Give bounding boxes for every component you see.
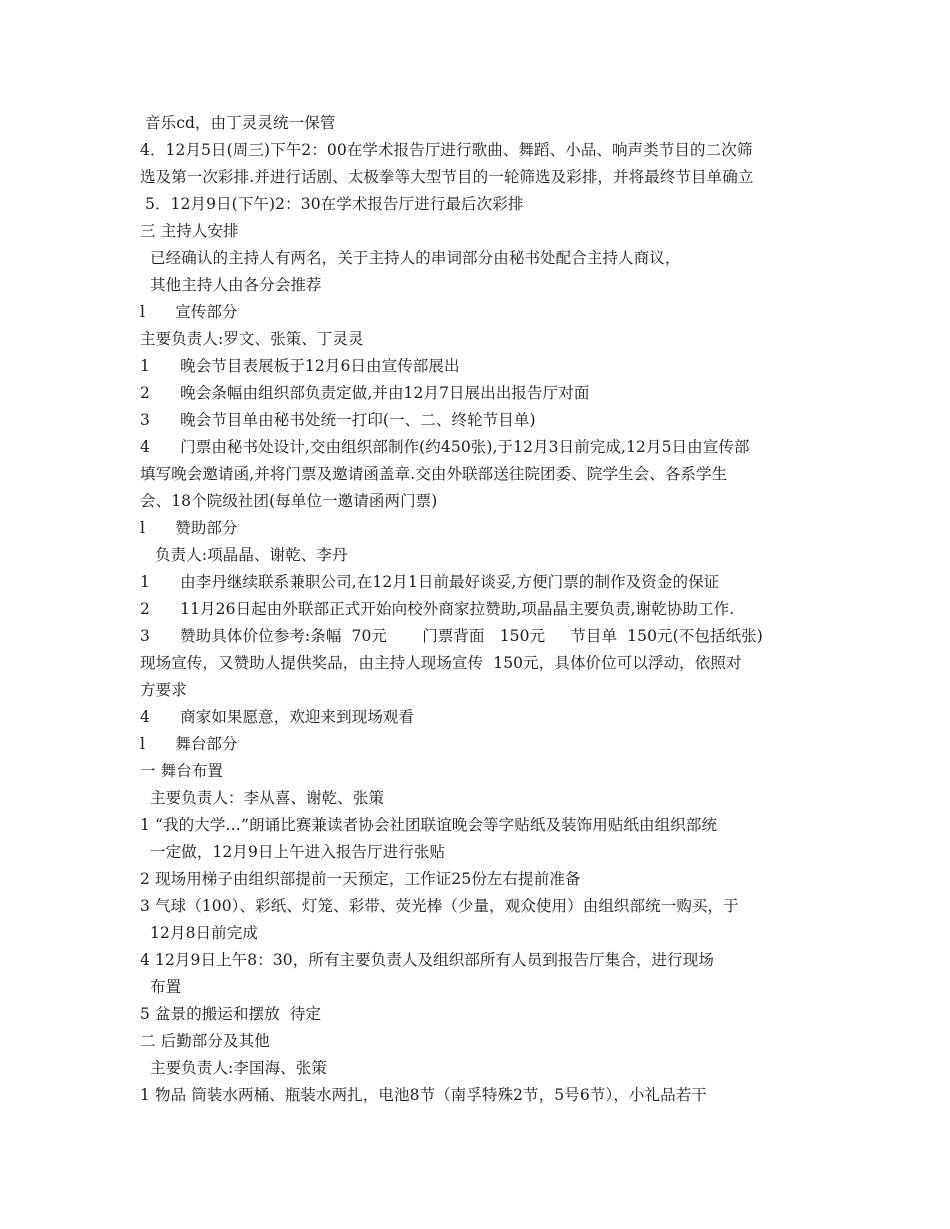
list-item: 3 赞助具体价位参考:条幅 70元 门票背面 150元 节目单 150元(不包括纸张) bbox=[140, 627, 763, 645]
list-item: 2 晚会条幅由组织部负责定做,并由12月7日展出出报告厅对面 bbox=[140, 384, 590, 402]
list-item: 2 现场用梯子由组织部提前一天预定，工作证25份左右提前准备 bbox=[140, 870, 581, 888]
list-item: 4 商家如果愿意，欢迎来到现场观看 bbox=[140, 708, 415, 726]
list-item: 4 12月9日上午8：30，所有主要负责人及组织部所有人员到报告厅集合，进行现场 bbox=[140, 951, 714, 969]
text-line: 主要负责人：李从喜、谢乾、张策 bbox=[140, 789, 385, 807]
list-item: 3 晚会节目单由秘书处统一打印(一、二、终轮节目单) bbox=[140, 411, 536, 429]
section-heading: l 舞台部分 bbox=[140, 735, 238, 753]
text-line: 主要负责人:李国海、张策 bbox=[140, 1059, 327, 1077]
list-item: 1 “我的大学…”朗诵比赛兼读者协会社团联谊晚会等字贴纸及装饰用贴纸由组织部统 bbox=[140, 816, 718, 834]
text-line: 选及第一次彩排.并进行话剧、太极拳等大型节目的一轮筛选及彩排，并将最终节目单确立 bbox=[140, 168, 754, 186]
text-line: 5．12月9日(下午)2：30在学术报告厅进行最后次彩排 bbox=[140, 195, 524, 213]
text-line: 主要负责人:罗文、张策、丁灵灵 bbox=[140, 330, 364, 348]
text-line: 12月8日前完成 bbox=[140, 924, 258, 942]
text-line: 已经确认的主持人有两名，关于主持人的串词部分由秘书处配合主持人商议， bbox=[140, 249, 681, 267]
text-line: 负责人:项晶晶、谢乾、李丹 bbox=[140, 546, 348, 564]
list-item: 1 物品 筒装水两桶、瓶装水两扎，电池8节（南孚特殊2节，5号6节），小礼品若干 bbox=[140, 1086, 707, 1104]
text-line: 填写晚会邀请函,并将门票及邀请函盖章.交由外联部送往院团委、院学生会、各系学生 bbox=[140, 465, 728, 483]
text-line: 音乐cd，由丁灵灵统一保管 bbox=[140, 114, 336, 132]
section-heading: 二 后勤部分及其他 bbox=[140, 1032, 270, 1050]
text-line: 会、18个院级社团(每单位一邀请函两门票) bbox=[140, 492, 438, 510]
section-heading: l 赞助部分 bbox=[140, 519, 238, 537]
text-line: 4．12月5日(周三)下午2：00在学术报告厅进行歌曲、舞蹈、小品、响声类节目的二次筛 bbox=[140, 141, 753, 159]
list-item: 2 11月26日起由外联部正式开始向校外商家拉赞助,项晶晶主要负责,谢乾协助工作. bbox=[140, 600, 735, 618]
section-heading: 三 主持人安排 bbox=[140, 222, 239, 240]
list-item: 5 盆景的搬运和摆放 待定 bbox=[140, 1005, 322, 1023]
text-line: 其他主持人由各分会推荐 bbox=[140, 276, 322, 294]
text-line: 方要求 bbox=[140, 681, 187, 699]
list-item: 4 门票由秘书处设计,交由组织部制作(约450张),于12月3日前完成,12月5日由宣传部 bbox=[140, 438, 750, 456]
section-heading: l 宣传部分 bbox=[140, 303, 238, 321]
list-item: 3 气球（100）、彩纸、灯笼、彩带、荧光棒（少量，观众使用）由组织部统一购买，于 bbox=[140, 897, 739, 915]
text-line: 现场宣传，又赞助人提供奖品，由主持人现场宣传 150元，具体价位可以浮动，依照对 bbox=[140, 654, 742, 672]
list-item: 1 由李丹继续联系兼职公司,在12月1日前最好谈妥,方便门票的制作及资金的保证 bbox=[140, 573, 720, 591]
list-item: 1 晚会节目表展板于12月6日由宣传部展出 bbox=[140, 357, 460, 375]
text-line: 一定做，12月9日上午进入报告厅进行张贴 bbox=[140, 843, 446, 861]
section-heading: 一 舞台布置 bbox=[140, 762, 224, 780]
text-line: 布置 bbox=[140, 978, 182, 996]
